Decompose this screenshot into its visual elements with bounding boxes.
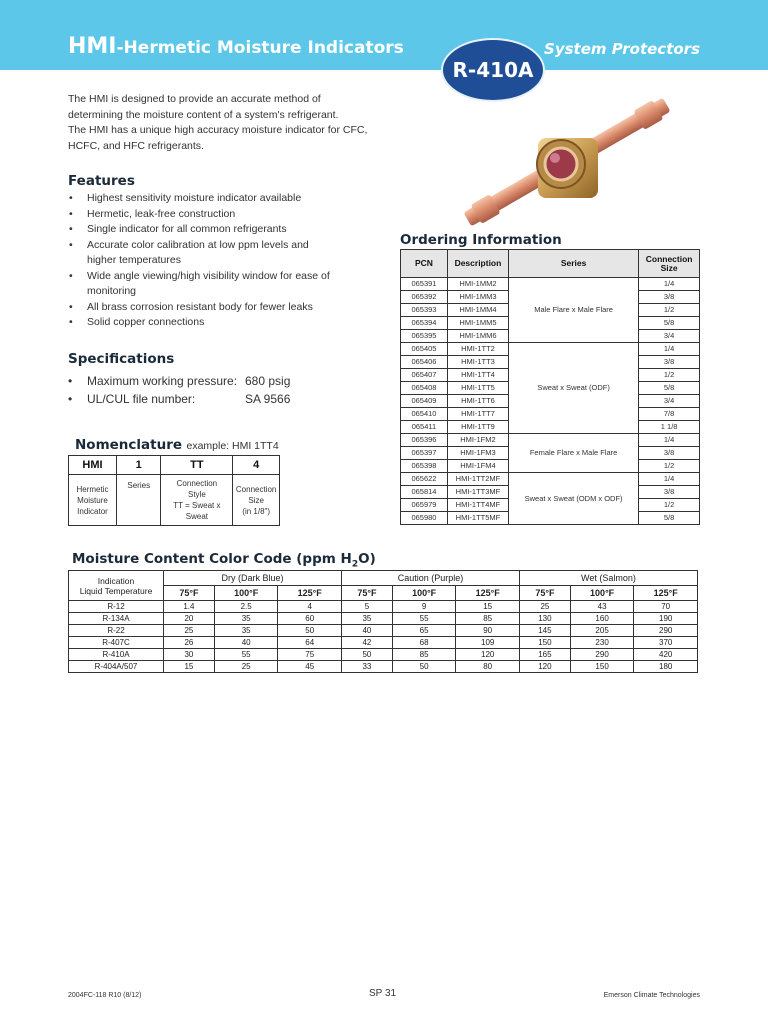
refrigerant-cell: R-407C [69, 637, 164, 649]
ppm-cell: 90 [456, 625, 520, 637]
size-cell: 1/4 [639, 473, 700, 486]
feature-item: • Highest sensitivity moisture indicator available [68, 191, 358, 207]
description-cell: HMI-1TT4MF [447, 499, 508, 512]
ppm-cell: 420 [634, 649, 698, 661]
nomenclature-title: Nomenclature [75, 437, 183, 453]
ppm-cell: 120 [456, 649, 520, 661]
ordering-header: Series [508, 250, 638, 278]
pcn-cell: 065395 [401, 330, 448, 343]
spec-value: SA 9566 [245, 392, 291, 406]
pcn-cell: 065391 [401, 278, 448, 291]
ppm-cell: 120 [519, 661, 570, 673]
nomen-cell: Connection Style TT = Sweat x Sweat [161, 475, 233, 526]
size-cell: 3/8 [639, 486, 700, 499]
ppm-cell: 85 [392, 649, 456, 661]
table-row [401, 278, 700, 291]
ppm-cell: 50 [278, 625, 342, 637]
ordering-heading: Ordering Information [400, 232, 562, 248]
temp-header: 75°F [341, 586, 392, 601]
table-row [401, 343, 700, 356]
size-cell: 1/4 [639, 343, 700, 356]
temp-header: 75°F [519, 586, 570, 601]
description-cell: HMI-1TT5MF [447, 512, 508, 525]
size-cell: 5/8 [639, 317, 700, 330]
ppm-cell: 55 [392, 613, 456, 625]
refrigerant-cell: R-22 [69, 625, 164, 637]
temp-header: 75°F [164, 586, 215, 601]
description-cell: HMI-1TT7 [447, 408, 508, 421]
moisture-title: Moisture Content Color Code (ppm H [72, 551, 352, 567]
size-cell: 1/4 [639, 434, 700, 447]
table-row [69, 637, 698, 649]
ppm-cell: 290 [634, 625, 698, 637]
footer-doc-number: 2004FC-118 R10 (8/12) [68, 992, 142, 999]
ppm-cell: 370 [634, 637, 698, 649]
ppm-cell: 35 [214, 625, 278, 637]
pcn-cell: 065411 [401, 421, 448, 434]
temp-header: 100°F [214, 586, 278, 601]
description-cell: HMI-1TT6 [447, 395, 508, 408]
ppm-cell: 109 [456, 637, 520, 649]
moisture-title-sub: 2 [351, 559, 359, 570]
ordering-table [400, 249, 700, 525]
ppm-cell: 230 [570, 637, 634, 649]
ppm-cell: 43 [570, 601, 634, 613]
ordering-header: Description [447, 250, 508, 278]
description-cell: HMI-1FM2 [447, 434, 508, 447]
moisture-group-header: Wet (Salmon) [519, 571, 697, 586]
table-row [69, 649, 698, 661]
ppm-cell: 50 [341, 649, 392, 661]
size-cell: 3/8 [639, 356, 700, 369]
ppm-cell: 9 [392, 601, 456, 613]
ppm-cell: 45 [278, 661, 342, 673]
nomen-header: HMI [69, 456, 117, 475]
ppm-cell: 40 [214, 637, 278, 649]
ppm-cell: 180 [634, 661, 698, 673]
ppm-cell: 165 [519, 649, 570, 661]
size-cell: 1/2 [639, 460, 700, 473]
refrigerant-cell: R-404A/507 [69, 661, 164, 673]
footer-page-number: SP 31 [369, 988, 397, 999]
pcn-cell: 065397 [401, 447, 448, 460]
refrigerant-cell: R-12 [69, 601, 164, 613]
size-cell: 1/2 [639, 369, 700, 382]
ppm-cell: 150 [570, 661, 634, 673]
nomen-cell: Hermetic Moisture Indicator [69, 475, 117, 526]
temp-header: 100°F [570, 586, 634, 601]
temp-header: 100°F [392, 586, 456, 601]
ppm-cell: 42 [341, 637, 392, 649]
ppm-cell: 2.5 [214, 601, 278, 613]
ordering-header: PCN [401, 250, 448, 278]
description-cell: HMI-1TT9 [447, 421, 508, 434]
table-row [69, 661, 698, 673]
size-cell: 5/8 [639, 512, 700, 525]
ppm-cell: 26 [164, 637, 215, 649]
description-cell: HMI-1MM3 [447, 291, 508, 304]
ppm-cell: 205 [570, 625, 634, 637]
pcn-cell: 065398 [401, 460, 448, 473]
moisture-temp-row [69, 586, 698, 601]
pcn-cell: 065405 [401, 343, 448, 356]
pcn-cell: 065622 [401, 473, 448, 486]
ppm-cell: 5 [341, 601, 392, 613]
size-cell: 3/4 [639, 395, 700, 408]
size-cell: 3/4 [639, 330, 700, 343]
ppm-cell: 1.4 [164, 601, 215, 613]
ordering-header: Connection Size [639, 250, 700, 278]
pcn-cell: 065979 [401, 499, 448, 512]
feature-item: • Solid copper connections [68, 315, 358, 331]
description-cell: HMI-1MM5 [447, 317, 508, 330]
feature-item: • Accurate color calibration at low ppm levels and higher temperatures [68, 238, 312, 269]
ppm-cell: 4 [278, 601, 342, 613]
nomen-cell: Connection Size (in 1/8") [233, 475, 280, 526]
pcn-cell: 065393 [401, 304, 448, 317]
nomenclature-heading [75, 436, 279, 454]
title-hmi: HMI [68, 34, 117, 59]
temp-header: 125°F [278, 586, 342, 601]
table-row [401, 473, 700, 486]
ppm-cell: 190 [634, 613, 698, 625]
intro-paragraph: The HMI has a unique high accuracy moisture indicator for CFC, HCFC, and HFC refrigerants. [68, 124, 368, 152]
ppm-cell: 33 [341, 661, 392, 673]
nomenclature-example: example: HMI 1TT4 [186, 440, 279, 452]
table-row [69, 613, 698, 625]
ppm-cell: 80 [456, 661, 520, 673]
description-cell: HMI-1TT5 [447, 382, 508, 395]
ppm-cell: 70 [634, 601, 698, 613]
table-row [401, 434, 700, 447]
table-row [69, 601, 698, 613]
nomen-cell: Series [117, 475, 161, 526]
pcn-cell: 065409 [401, 395, 448, 408]
ppm-cell: 145 [519, 625, 570, 637]
ppm-cell: 15 [164, 661, 215, 673]
description-cell: HMI-1FM3 [447, 447, 508, 460]
intro-text [68, 92, 378, 154]
spec-label: Maximum working pressure: [87, 374, 238, 388]
ppm-cell: 130 [519, 613, 570, 625]
table-row [69, 625, 698, 637]
moisture-group-header: Dry (Dark Blue) [164, 571, 342, 586]
feature-item: • Wide angle viewing/high visibility window for ease of monitoring [68, 269, 357, 300]
specifications-heading: Specifications [68, 351, 175, 367]
ppm-cell: 150 [519, 637, 570, 649]
nomen-header: 1 [117, 456, 161, 475]
ppm-cell: 55 [214, 649, 278, 661]
description-cell: HMI-1MM2 [447, 278, 508, 291]
footer-company: Emerson Climate Technologies [603, 992, 700, 999]
series-cell: Sweat x Sweat (ODF) [508, 343, 638, 434]
size-cell: 1 1/8 [639, 421, 700, 434]
series-cell: Sweat x Sweat (ODM x ODF) [508, 473, 638, 525]
ppm-cell: 160 [570, 613, 634, 625]
intro-paragraph: The HMI is designed to provide an accurate method of determining the moisture content of a system's refrigerant. [68, 93, 339, 121]
ppm-cell: 25 [519, 601, 570, 613]
moisture-table [68, 570, 698, 673]
series-cell: Male Flare x Male Flare [508, 278, 638, 343]
ppm-cell: 60 [278, 613, 342, 625]
ppm-cell: 68 [392, 637, 456, 649]
ppm-cell: 25 [164, 625, 215, 637]
ppm-cell: 20 [164, 613, 215, 625]
pcn-cell: 065410 [401, 408, 448, 421]
system-protectors-label: System Protectors [544, 40, 700, 58]
size-cell: 1/4 [639, 278, 700, 291]
ppm-cell: 25 [214, 661, 278, 673]
feature-item: • Hermetic, leak-free construction [68, 207, 358, 223]
size-cell: 1/2 [639, 304, 700, 317]
ppm-cell: 75 [278, 649, 342, 661]
nomen-header: TT [161, 456, 233, 475]
specifications-list [68, 372, 290, 408]
pcn-cell: 065396 [401, 434, 448, 447]
spec-row: • UL/CUL file number: SA 9566 [68, 392, 291, 406]
ppm-cell: 290 [570, 649, 634, 661]
pcn-cell: 065394 [401, 317, 448, 330]
ppm-cell: 35 [214, 613, 278, 625]
ppm-cell: 40 [341, 625, 392, 637]
pcn-cell: 065392 [401, 291, 448, 304]
ppm-cell: 15 [456, 601, 520, 613]
moisture-group-header: Caution (Purple) [341, 571, 519, 586]
ordering-body [401, 278, 700, 525]
description-cell: HMI-1TT2MF [447, 473, 508, 486]
ppm-cell: 64 [278, 637, 342, 649]
ppm-cell: 50 [392, 661, 456, 673]
temp-header: 125°F [634, 586, 698, 601]
size-cell: 3/8 [639, 447, 700, 460]
pcn-cell: 065980 [401, 512, 448, 525]
pcn-cell: 065814 [401, 486, 448, 499]
ppm-cell: 85 [456, 613, 520, 625]
page-title [68, 34, 404, 59]
pcn-cell: 065408 [401, 382, 448, 395]
nomenclature-table [68, 455, 280, 526]
moisture-body [69, 601, 698, 673]
description-cell: HMI-1TT2 [447, 343, 508, 356]
spec-value: 680 psig [245, 374, 291, 388]
moisture-heading [72, 551, 376, 570]
temp-header: 125°F [456, 586, 520, 601]
moisture-indication-header: Indication Liquid Temperature [69, 571, 164, 601]
size-cell: 5/8 [639, 382, 700, 395]
description-cell: HMI-1MM6 [447, 330, 508, 343]
ppm-cell: 35 [341, 613, 392, 625]
series-cell: Female Flare x Male Flare [508, 434, 638, 473]
pcn-cell: 065407 [401, 369, 448, 382]
spec-label: UL/CUL file number: [87, 392, 196, 406]
size-cell: 1/2 [639, 499, 700, 512]
features-heading: Features [68, 173, 135, 189]
title-rest: -Hermetic Moisture Indicators [116, 38, 404, 58]
description-cell: HMI-1TT4 [447, 369, 508, 382]
size-cell: 3/8 [639, 291, 700, 304]
ppm-cell: 65 [392, 625, 456, 637]
pcn-cell: 065406 [401, 356, 448, 369]
description-cell: HMI-1TT3MF [447, 486, 508, 499]
description-cell: HMI-1FM4 [447, 460, 508, 473]
refrigerant-badge: R-410A [441, 38, 545, 102]
moisture-title-end: O) [358, 551, 376, 567]
nomen-header: 4 [233, 456, 280, 475]
description-cell: HMI-1TT3 [447, 356, 508, 369]
feature-item: • Single indicator for all common refrigerants [68, 222, 358, 238]
spec-row: • Maximum working pressure: 680 psig [68, 374, 291, 388]
features-list [68, 191, 358, 331]
ppm-cell: 30 [164, 649, 215, 661]
description-cell: HMI-1MM4 [447, 304, 508, 317]
refrigerant-cell: R-410A [69, 649, 164, 661]
product-image [452, 94, 682, 229]
feature-item: • All brass corrosion resistant body for fewer leaks [68, 300, 358, 316]
size-cell: 7/8 [639, 408, 700, 421]
refrigerant-cell: R-134A [69, 613, 164, 625]
